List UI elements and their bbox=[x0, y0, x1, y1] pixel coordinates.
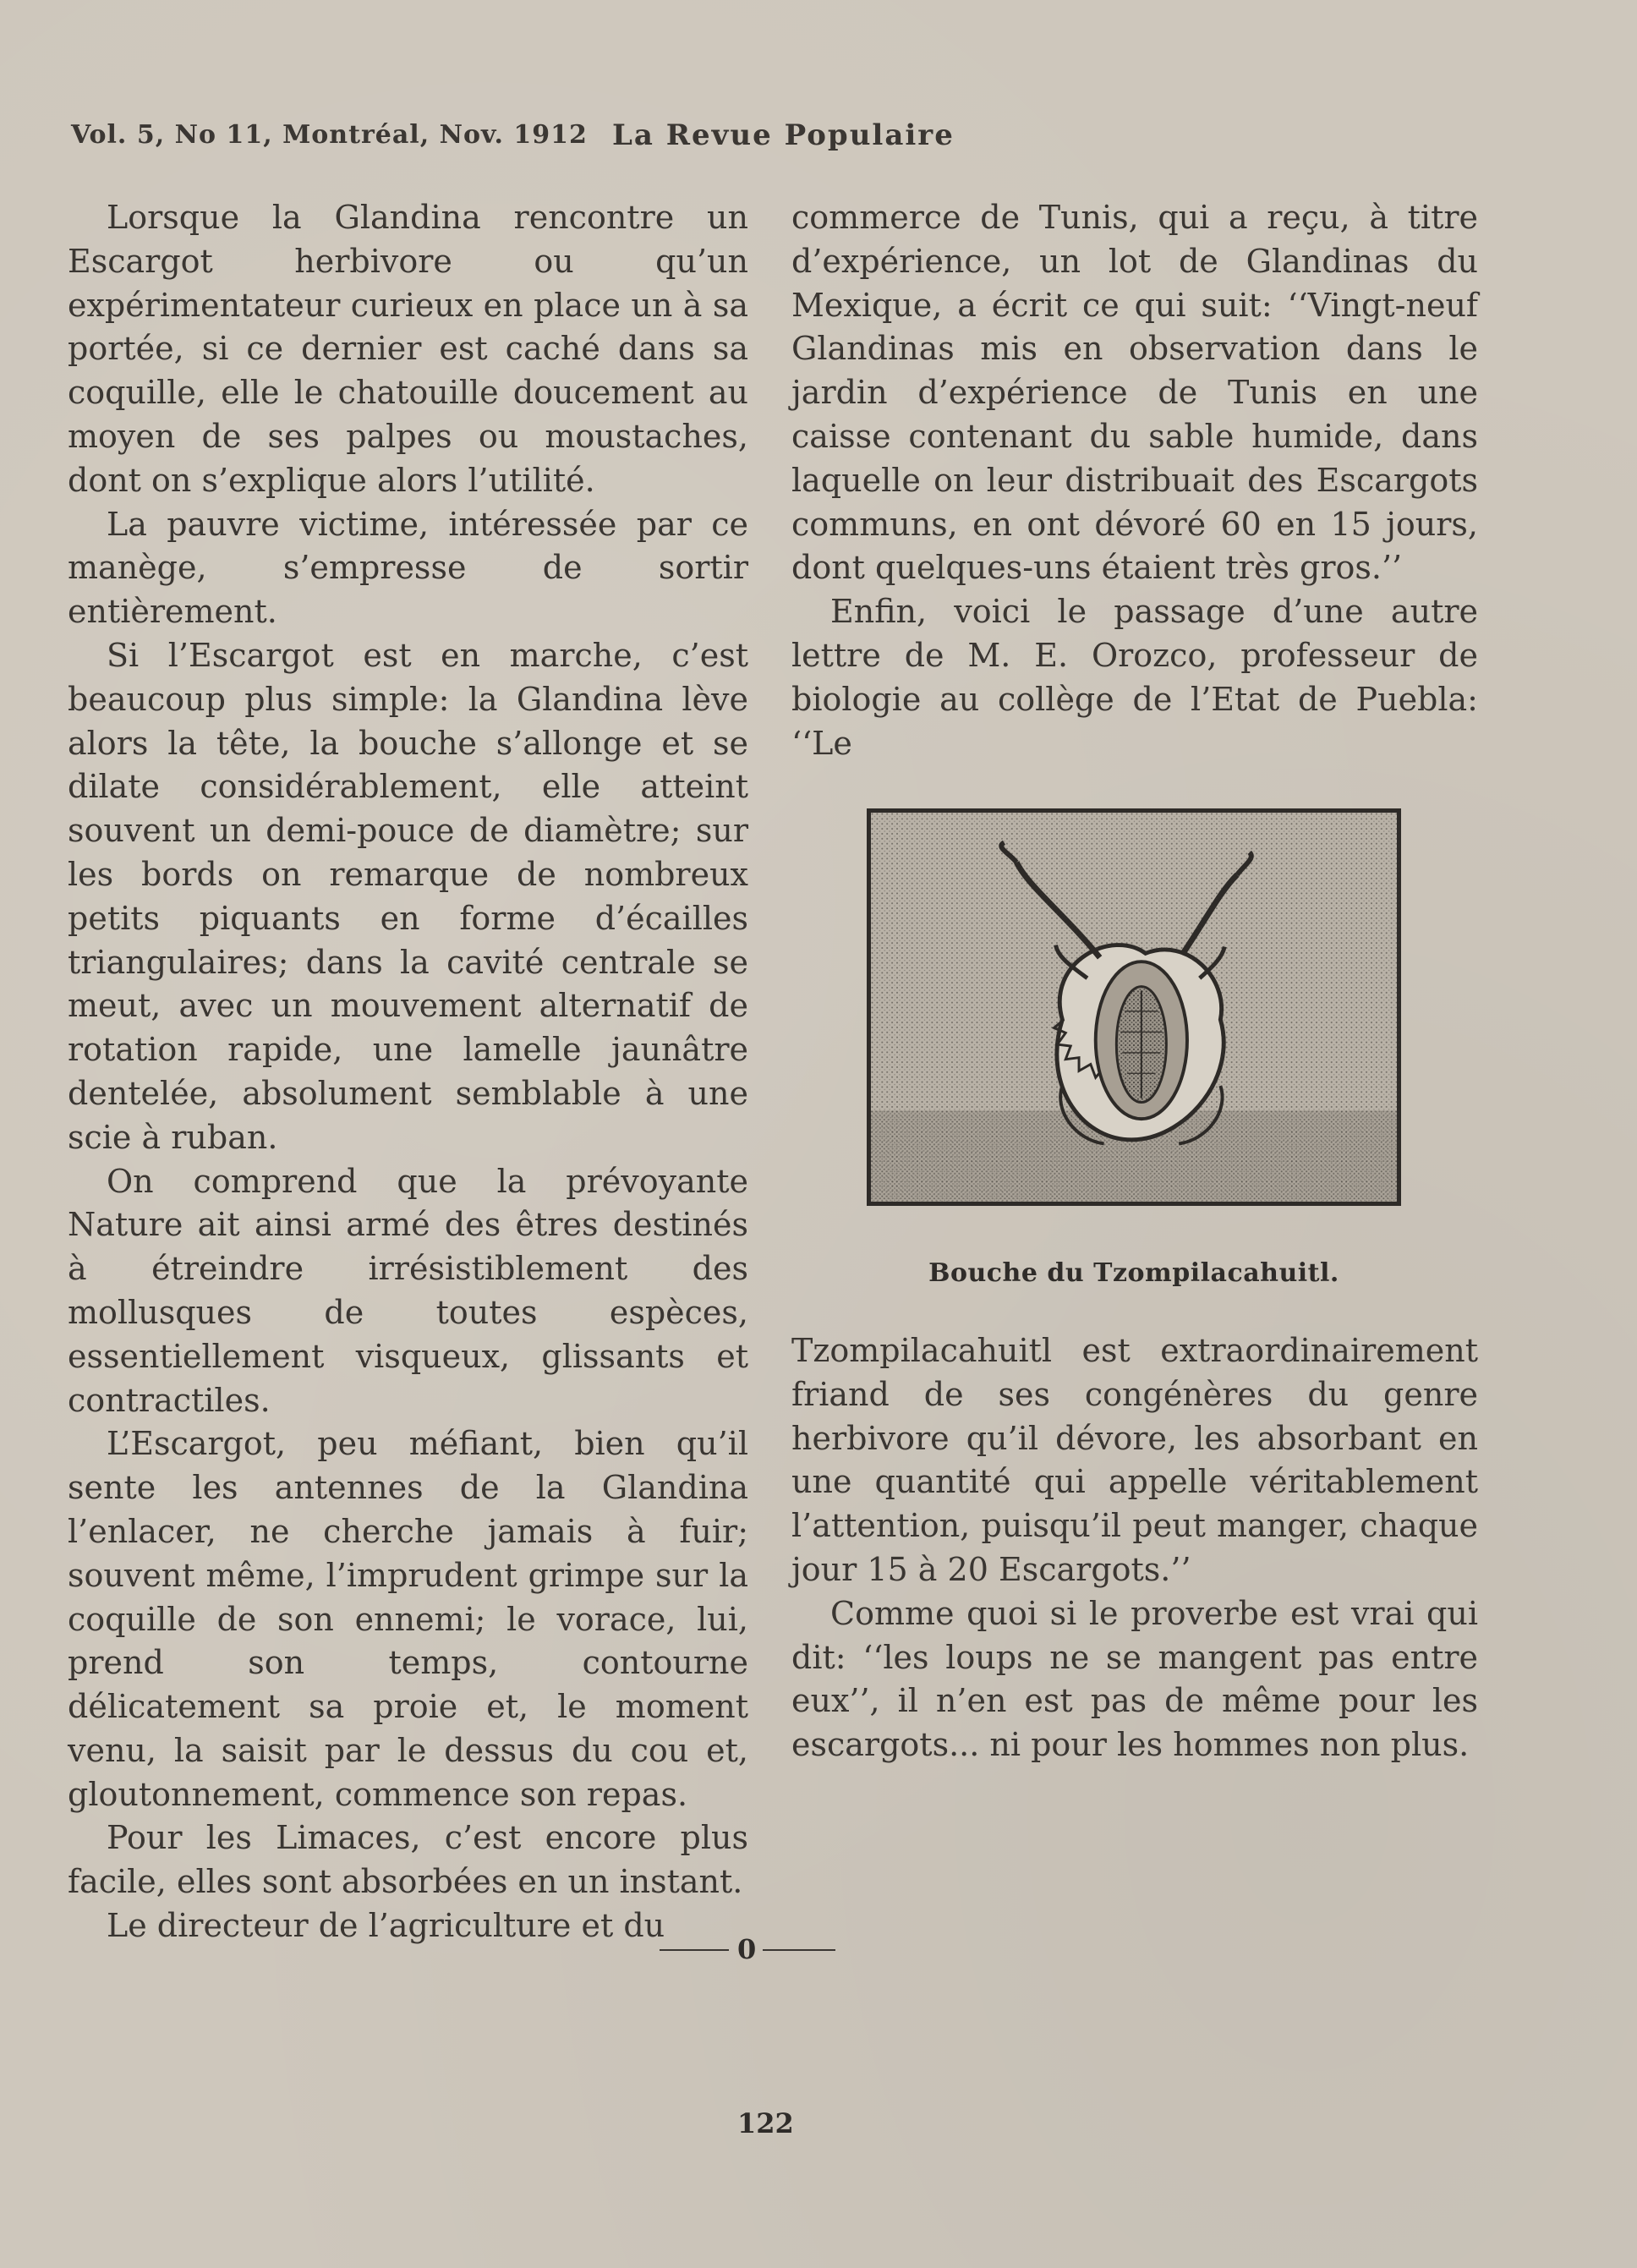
issue-info: Vol. 5, No 11, Montréal, Nov. 1912 bbox=[71, 120, 588, 150]
paragraph: On comprend que la prévoyante Nature ait ainsi armé des êtres destinés à étreindre irrésistiblement des mollusques de toutes espèces, essentiellement visqueux, glissants et contractiles. bbox=[68, 1162, 748, 1419]
paragraph: L’Escargot, peu méfiant, bien qu’il sente les antennes de la Glandina l’enlacer, ne cherche jamais à fuir; souvent même, l’imprudent grimpe sur la coquille de son ennemi; le vorace, lui, prend son temps, contourne délicatement sa proie et, le moment venu, la saisit par le dessus du cou et, gloutonnement, commence son repas. bbox=[68, 1425, 748, 1813]
paragraph: Pour les Limaces, c’est encore plus facile, elles sont absorbées en un instant. bbox=[68, 1819, 748, 1901]
paragraph: Tzompilacahuitl est extraordinairement friand de ses congénères du genre herbivore qu’il dévore, les absorbant en une quantité qui appelle véritablement l’attention, puisqu’il peut manger, chaque jour 15 à 20 Escargots.’’ bbox=[791, 1332, 1478, 1588]
left-column bbox=[68, 196, 748, 1948]
paragraph: commerce de Tunis, qui a reçu, à titre d’expérience, un lot de Glandinas du Mexique, a écrit ce qui suit: ‘‘Vingt-neuf Glandinas mis en observation dans le jardin d’expérience de Tunis en une caisse contenant du sable humide, dans laquelle on leur distribuait des Escargots communs, en ont dévoré 60 en 15 jours, dont quelques-uns étaient très gros.’’ bbox=[791, 199, 1478, 587]
section-separator bbox=[660, 1933, 837, 1965]
separator-line-right bbox=[763, 1949, 835, 1951]
paragraph: Si l’Escargot est en marche, c’est beaucoup plus simple: la Glandina lève alors la tête, la bouche s’allonge et se dilate considérablement, elle atteint souvent un demi-pouce de diamètre; sur les bords on remarque de nombreux petits piquants en forme d’écailles triangulaires; dans la cavité centrale se meut, avec un mouvement alternatif de rotation rapide, une lamelle jaunâtre dentelée, absolument semblable à une scie à ruban. bbox=[68, 636, 748, 1156]
right-column-top bbox=[791, 196, 1478, 765]
paragraph: Le directeur de l’agriculture et du bbox=[107, 1907, 665, 1945]
right-column-bottom bbox=[791, 1329, 1478, 1767]
publication-title: La Revue Populaire bbox=[612, 118, 955, 152]
running-header bbox=[71, 120, 1576, 162]
paragraph: Lorsque la Glandina rencontre un Escargot herbivore ou qu’un expérimentateur curieux en place un à sa portée, si ce dernier est caché dans sa coquille, elle le chatouille doucement au moyen de ses palpes ou moustaches, dont on s’explique alors l’utilité. bbox=[68, 199, 748, 499]
mouth-illustration bbox=[867, 808, 1401, 1206]
separator-line-left bbox=[660, 1949, 729, 1951]
paragraph: Comme quoi si le proverbe est vrai qui dit: ‘‘les loups ne se mangent pas entre eux’’, il n’en est pas de même pour les escargots... ni pour les hommes non plus. bbox=[791, 1594, 1478, 1764]
page-number: 122 bbox=[737, 2107, 794, 2139]
separator-mark: 0 bbox=[737, 1933, 757, 1965]
paragraph: Enfin, voici le passage d’une autre lettre de M. E. Orozco, professeur de biologie au collège de l’Etat de Puebla: ‘‘Le bbox=[791, 593, 1478, 762]
snail-mouth-engraving bbox=[871, 813, 1397, 1202]
figure-caption: Bouche du Tzompilacahuitl. bbox=[928, 1258, 1339, 1288]
paragraph: La pauvre victime, intéressée par ce manège, s’empresse de sortir entièrement. bbox=[68, 505, 748, 631]
